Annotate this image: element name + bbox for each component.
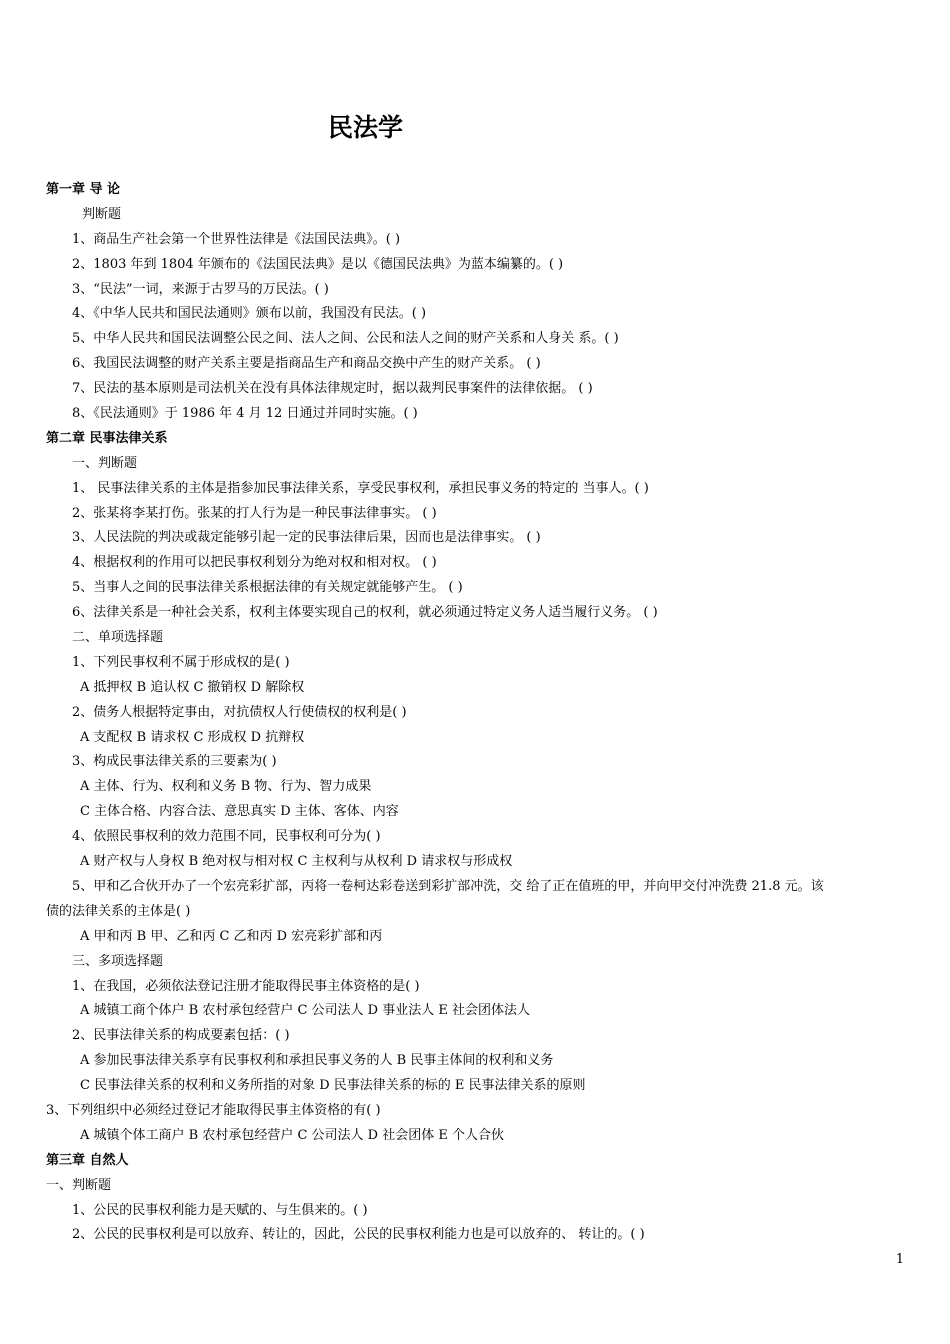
text-line: A 城镇个体工商户 B 农村承包经营户 C 公司法人 D 社会团体 E 个人合伙 xyxy=(80,1127,504,1143)
page-number: 1 xyxy=(895,1252,904,1267)
text-line: 1、公民的民事权利能力是天赋的、与生俱来的。( ) xyxy=(72,1202,368,1218)
text-line: 5、甲和乙合伙开办了一个宏亮彩扩部，丙将一卷柯达彩卷送到彩扩部冲洗，交 给了正在值班的甲，并向甲交付冲洗费 21.8 元。该 xyxy=(72,878,824,894)
text-line: 1、商品生产社会第一个世界性法律是《法国民法典》。( ) xyxy=(72,231,401,247)
text-line: 一、判断题 xyxy=(46,1177,112,1193)
text-line: 2、债务人根据特定事由，对抗债权人行使债权的权利是( ) xyxy=(72,704,407,720)
text-line: 4、根据权利的作用可以把民事权利划分为绝对权和相对权。 ( ) xyxy=(72,555,437,571)
text-line: 3、构成民事法律关系的三要素为( ) xyxy=(72,754,277,770)
text-line: A 参加民事法律关系享有民事权利和承担民事义务的人 B 民事主体间的权利和义务 xyxy=(80,1053,554,1069)
text-line: 4、《中华人民共和国民法通则》颁布以前，我国没有民法。( ) xyxy=(72,306,427,322)
text-line: A 甲和丙 B 甲、乙和丙 C 乙和丙 D 宏亮彩扩部和丙 xyxy=(80,928,383,944)
text-line: C 民事法律关系的权利和义务所指的对象 D 民事法律关系的标的 E 民事法律关系的原则 xyxy=(80,1078,586,1094)
text-line: 4、依照民事权利的效力范围不同，民事权利可分为( ) xyxy=(72,829,381,845)
text-line: 判断题 xyxy=(82,206,122,222)
text-line: A 财产权与人身权 B 绝对权与相对权 C 主权利与从权利 D 请求权与形成权 xyxy=(80,854,513,870)
chapter-heading: 第三章 自然人 xyxy=(46,1152,129,1168)
text-line: 3、人民法院的判决或裁定能够引起一定的民事法律后果，因而也是法律事实。 ( ) xyxy=(72,530,541,546)
text-line: A 主体、行为、权利和义务 B 物、行为、智力成果 xyxy=(80,779,372,795)
text-line: 1、 民事法律关系的主体是指参加民事法律关系，享受民事权利，承担民事义务的特定的 当事人。( ) xyxy=(72,480,649,496)
text-line: A 抵押权 B 追认权 C 撤销权 D 解除权 xyxy=(80,679,305,695)
text-line: 债的法律关系的主体是( ) xyxy=(46,903,191,919)
text-line: 2、张某将李某打伤。张某的打人行为是一种民事法律事实。 ( ) xyxy=(72,505,437,521)
text-line: 1、在我国，必须依法登记注册才能取得民事主体资格的是( ) xyxy=(72,978,420,994)
chapter-heading: 第二章 民事法律关系 xyxy=(46,430,168,446)
document-body xyxy=(46,178,908,1248)
text-line: 5、当事人之间的民事法律关系根据法律的有关规定就能够产生。 ( ) xyxy=(72,580,463,596)
text-line: 2、1803 年到 1804 年颁布的《法国民法典》是以《德国民法典》为蓝本编纂的。( ) xyxy=(72,256,564,272)
text-line: 8、《民法通则》于 1986 年 4 月 12 日通过并同时实施。( ) xyxy=(72,406,418,422)
text-line: A 城镇工商个体户 B 农村承包经营户 C 公司法人 D 事业法人 E 社会团体法人 xyxy=(80,1003,530,1019)
text-line: 3、下列组织中必须经过登记才能取得民事主体资格的有( ) xyxy=(46,1102,381,1118)
text-line: 二、单项选择题 xyxy=(72,630,164,646)
text-line: A 支配权 B 请求权 C 形成权 D 抗辩权 xyxy=(80,729,305,745)
text-line: 2、公民的民事权利是可以放弃、转让的，因此，公民的民事权利能力也是可以放弃的、 转让的。( ) xyxy=(72,1227,645,1243)
text-line: 6、我国民法调整的财产关系主要是指商品生产和商品交换中产生的财产关系。 ( ) xyxy=(72,356,541,372)
chapter-heading: 第一章 导 论 xyxy=(46,182,121,197)
text-line: 5、中华人民共和国民法调整公民之间、法人之间、公民和法人之间的财产关系和人身关 系。( ) xyxy=(72,331,619,347)
text-line: C 主体合格、内容合法、意思真实 D 主体、客体、内容 xyxy=(80,804,399,820)
text-line: 3、“民法”一词，来源于古罗马的万民法。( ) xyxy=(72,281,329,297)
text-line: 6、法律关系是一种社会关系，权利主体要实现自己的权利，就必须通过特定义务人适当履行义务。 ( ) xyxy=(72,605,658,621)
text-line: 2、民事法律关系的构成要素包括：( ) xyxy=(72,1028,290,1044)
text-line: 一、判断题 xyxy=(72,455,138,471)
document-title: 民法学 xyxy=(328,113,404,142)
text-line: 7、民法的基本原则是司法机关在没有具体法律规定时，据以裁判民事案件的法律依据。 ( ) xyxy=(72,381,593,397)
text-line: 三、多项选择题 xyxy=(72,953,164,969)
text-line: 1、下列民事权利不属于形成权的是( ) xyxy=(72,654,290,670)
